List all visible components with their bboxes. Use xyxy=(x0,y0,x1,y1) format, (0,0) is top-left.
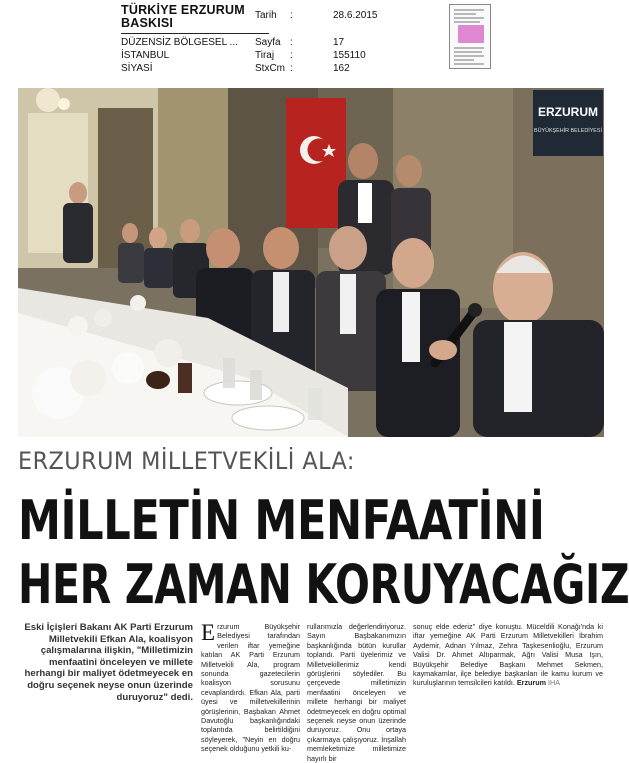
clipping-header xyxy=(0,0,612,80)
field-sep: : xyxy=(290,50,293,61)
byline-city: Erzurum xyxy=(516,678,547,688)
headline-line-2: HER ZAMAN KORUYACAĞIZ xyxy=(18,553,629,617)
publication-category: SİYASİ xyxy=(121,63,153,74)
article-column-2: rullarımızla değerlendiriyoruz. Sayın Başbakanımızın başkanlığında bütün kurullar toplandı. Parti üyelerimiz ve Milletvekillerimiz kendi görüşlerini söylediler. Bu çerçevede milletimizin menfaatini önceleyen ve millete herhangi bir maliyet ödetmeyecek en doğru optimal seçenek neyse onun üzerinde duruyoruz. Onu ortaya çıkarmaya çalışıyoruz. İnşallah memleketimize milletimize hayırlı bir xyxy=(307,622,406,763)
banner-subtitle: BÜYÜKŞEHİR BELEDİYESİ xyxy=(533,128,603,134)
field-sep: : xyxy=(290,37,293,48)
field-label-stxcm: StxCm xyxy=(255,63,285,74)
publication-frequency: DÜZENSİZ BÖLGESEL ... xyxy=(121,37,238,48)
article-column-3-text: sonuç elde ederiz" diye konuştu. Müceldili Konağı'nda ki iftar yemeğine AK Parti Erzurum Milletvekilleri İbrahim Aydemir, Adnan Yılmaz, Zehra Taşkesenlioğlu, Erzurum Valisi Dr. Ahmet Altıparmak, Ağrı Valisi Musa Işın, Büyükşehir Belediye Başkanı Mehmet Sekmen, kaymakamlar, ilçe belediye başkanları ile kamu kurum ve kuruluşlarının temsilcileri katıldı. xyxy=(413,622,603,688)
field-label-date: Tarih xyxy=(255,10,277,21)
field-value-page: 17 xyxy=(333,37,345,48)
field-sep: : xyxy=(290,63,293,74)
headline-kicker: ERZURUM MİLLETVEKİLİ ALA: xyxy=(18,447,355,475)
field-value-stxcm: 162 xyxy=(333,63,350,74)
byline-agency: İHA xyxy=(548,678,560,688)
headline-line-1: MİLLETİN MENFAATİNİ xyxy=(18,489,545,553)
thumbnail-highlight xyxy=(458,25,484,43)
page-thumbnail[interactable] xyxy=(449,4,491,69)
drop-cap: E xyxy=(201,620,216,645)
publication-city: İSTANBUL xyxy=(121,50,170,61)
publication-name: TÜRKİYE ERZURUM xyxy=(121,3,245,17)
field-sep: : xyxy=(290,10,293,21)
article-column-1 xyxy=(201,620,300,754)
field-value-circulation: 155110 xyxy=(333,50,366,61)
article-column-1-text: rzurum Büyükşehir Belediyesi tarafından verilen iftar yemeğine katılan AK Parti Erzurum Milletvekili Ala, program sonunda gazetecilerin koalisyon sorusunu cevaplandırdı. Efkan Ala, parti üyesi ve milletvekillerinin görüşlerinin, Başbakan Ahmet Davutoğlu başkanlığındaki toplantıda belirtildiğini söyleyerek, "Neyin en doğru seçenek olduğunu yetkili ku- xyxy=(201,622,300,754)
field-label-circulation: Tiraj xyxy=(255,50,275,61)
article-column-3 xyxy=(413,622,603,722)
article-lead: Eski İçişleri Bakanı AK Parti Erzurum Milletvekili Efkan Ala, koalisyon çalışmalarına ilişkin, "Milletimizin menfaatini önceleyen ve millete herhangi bir maliyet ödetmeyecek en doğru seçenek neyse onun üzerinde duruyoruz" dedi. xyxy=(24,622,193,703)
field-label-page: Sayfa xyxy=(255,37,281,48)
banner-brand: ERZURUM xyxy=(538,105,598,119)
publication-edition: BASKISI xyxy=(121,16,174,30)
field-value-date: 28.6.2015 xyxy=(333,10,378,21)
news-photo xyxy=(18,88,604,437)
publication-underline xyxy=(121,33,269,34)
